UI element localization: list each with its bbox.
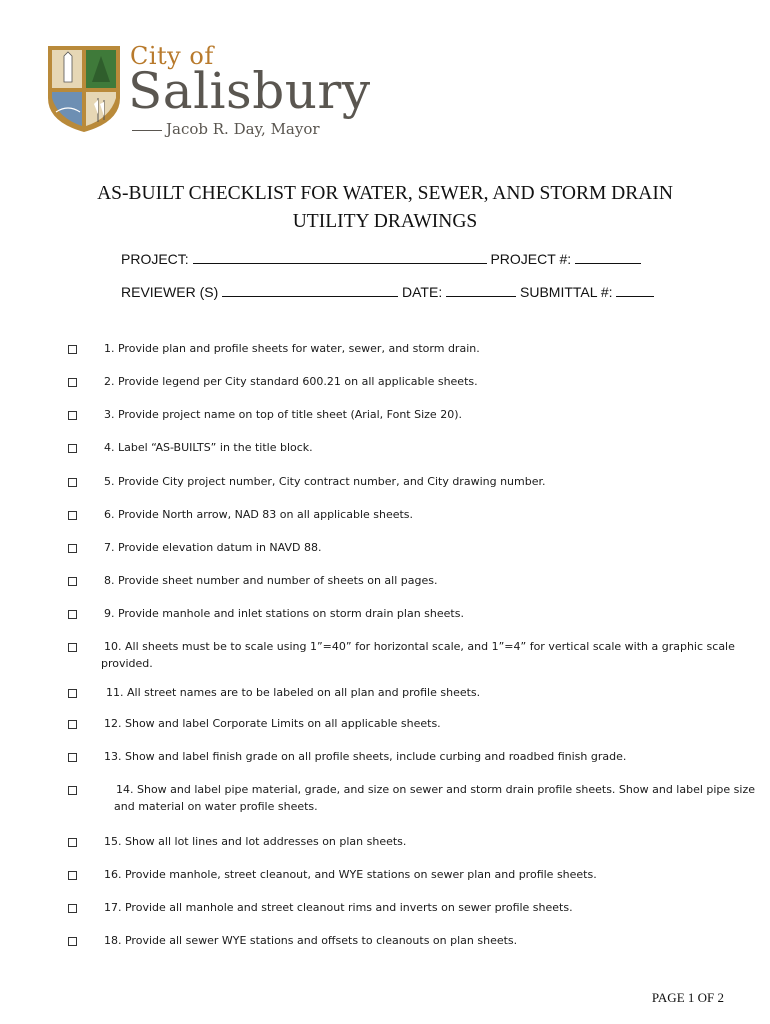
submittal-label: SUBMITTAL #: xyxy=(520,284,613,300)
checklist-item-text: 10. All sheets must be to scale using 1”=40” for horizontal scale, and 1”=4” for vertical scale with a graphic scale xyxy=(104,640,735,653)
checkbox[interactable] xyxy=(68,643,77,652)
checkbox[interactable] xyxy=(68,378,77,387)
reviewer-label: REVIEWER (S) xyxy=(121,284,219,300)
logo-divider xyxy=(132,130,162,131)
checkbox[interactable] xyxy=(68,345,77,354)
checklist-item-text: 15. Show all lot lines and lot addresses on plan sheets. xyxy=(104,835,407,848)
checklist-item-text: 13. Show and label finish grade on all profile sheets, include curbing and roadbed finish grade. xyxy=(104,750,627,763)
logo-mayor: Jacob R. Day, Mayor xyxy=(166,120,320,138)
checkbox[interactable] xyxy=(68,411,77,420)
checklist-item-text: 1. Provide plan and profile sheets for water, sewer, and storm drain. xyxy=(104,342,480,355)
checkbox[interactable] xyxy=(68,444,77,453)
checklist-item-text: 16. Provide manhole, street cleanout, and WYE stations on sewer plan and profile sheets. xyxy=(104,868,597,881)
document-title-line2: UTILITY DRAWINGS xyxy=(292,211,478,232)
page-number: PAGE 1 OF 2 xyxy=(651,990,724,1005)
document-title-line1: AS-BUILT CHECKLIST FOR WATER, SEWER, AND STORM DRAIN xyxy=(97,183,673,204)
checklist-item-text: 17. Provide all manhole and street cleanout rims and inverts on sewer profile sheets. xyxy=(104,901,573,914)
checklist-item-text: 5. Provide City project number, City contract number, and City drawing number. xyxy=(104,475,546,488)
checklist-item-text: 12. Show and label Corporate Limits on all applicable sheets. xyxy=(104,717,441,730)
checkbox[interactable] xyxy=(68,786,77,795)
project-field-row xyxy=(121,250,641,267)
checklist-item-text: 3. Provide project name on top of title sheet (Arial, Font Size 20). xyxy=(104,408,462,421)
checklist-item-text: 11. All street names are to be labeled on all plan and profile sheets. xyxy=(106,686,481,699)
submittal-input[interactable] xyxy=(616,283,654,297)
project-number-label: PROJECT #: xyxy=(490,251,572,267)
logo-city-name: Salisbury xyxy=(128,62,371,120)
checkbox[interactable] xyxy=(68,720,77,729)
checklist-item-text: 9. Provide manhole and inlet stations on storm drain plan sheets. xyxy=(104,607,464,620)
checkbox[interactable] xyxy=(68,610,77,619)
city-logo xyxy=(44,42,374,142)
checklist-item-text: 2. Provide legend per City standard 600.21 on all applicable sheets. xyxy=(104,375,478,388)
checklist-item-text-continued: and material on water profile sheets. xyxy=(114,800,318,813)
checkbox[interactable] xyxy=(68,577,77,586)
checkbox[interactable] xyxy=(68,544,77,553)
project-input[interactable] xyxy=(193,250,487,264)
checkbox[interactable] xyxy=(68,511,77,520)
date-label: DATE: xyxy=(402,284,443,300)
checklist-item-text: 18. Provide all sewer WYE stations and offsets to cleanouts on plan sheets. xyxy=(104,934,518,947)
checkbox[interactable] xyxy=(68,753,77,762)
checkbox[interactable] xyxy=(68,689,77,698)
checklist-item-text: 6. Provide North arrow, NAD 83 on all applicable sheets. xyxy=(104,508,414,521)
checklist-item-text: 4. Label “AS-BUILTS” in the title block. xyxy=(104,441,313,454)
checkbox[interactable] xyxy=(68,478,77,487)
project-label: PROJECT: xyxy=(121,251,189,267)
checkbox[interactable] xyxy=(68,937,77,946)
checklist-item-text: 8. Provide sheet number and number of sheets on all pages. xyxy=(104,574,438,587)
date-input[interactable] xyxy=(446,283,516,297)
project-number-input[interactable] xyxy=(575,250,641,264)
checklist-item-text-continued: provided. xyxy=(101,657,153,670)
reviewer-input[interactable] xyxy=(222,283,398,297)
checkbox[interactable] xyxy=(68,838,77,847)
checkbox[interactable] xyxy=(68,904,77,913)
checklist-item-text: 14. Show and label pipe material, grade, and size on sewer and storm drain profile sheets. Show and label pipe size xyxy=(116,783,756,796)
reviewer-field-row xyxy=(121,283,654,300)
checklist-item-text: 7. Provide elevation datum in NAVD 88. xyxy=(104,541,322,554)
checkbox[interactable] xyxy=(68,871,77,880)
logo-city-of: City of xyxy=(130,42,214,70)
city-seal-icon xyxy=(44,42,124,134)
